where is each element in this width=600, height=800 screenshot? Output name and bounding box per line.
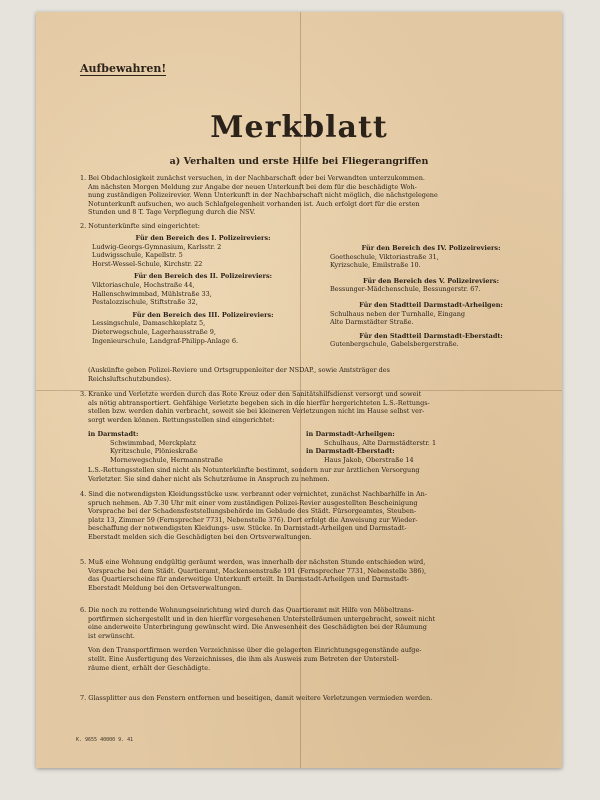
shelter-item: Gutenbergschule, Gabelsbergerstraße. — [330, 340, 459, 349]
section-5-line: Vorsprache bei dem Städt. Quartieramt, Mackensenstraße 191 (Fernsprecher 7731, Nebenstelle 386), — [88, 566, 427, 575]
section-2-note — [88, 366, 533, 383]
section-2-note-line: Reichsluftschutzbundes). — [88, 374, 172, 383]
shelters-left-column — [88, 234, 318, 345]
document-sheet — [36, 12, 562, 768]
section-2-intro — [80, 222, 530, 231]
section-5-line: 5. Muß eine Wohnung endgültig geräumt werden, was innerhalb der nächsten Stunde entschieden wird, — [80, 558, 426, 566]
rescue-group-heading: in Darmstadt-Arheilgen: — [306, 430, 395, 438]
section-3-tail — [88, 466, 533, 483]
shelters-right-column — [326, 244, 536, 349]
rescue-right-column — [306, 430, 536, 464]
shelter-item: Ludwigsschule, Kapellstr. 5 — [92, 251, 183, 260]
section-6-line: stellt. Eine Ausfertigung des Verzeichnisses, die ihm als Ausweis zum Betreten der Unterstell- — [88, 654, 399, 663]
rescue-item: Haus Jakob, Oberstraße 14 — [324, 455, 414, 464]
section-subtitle: a) Verhalten und erste Hilfe bei Fliegerangriffen — [169, 156, 429, 167]
shelter-item: Dieterwegschule, Lagerhausstraße 9, — [92, 327, 216, 336]
keep-notice: Aufbewahren! — [80, 62, 167, 75]
section-1-line: Am nächsten Morgen Meldung zur Angabe der neuen Unterkunft bei dem für die beschädigte Woh- — [88, 182, 417, 191]
section-5-line: das Quartierscheine für anderweitige Unterkunft erteilt. In Darmstadt-Arheilgen und Darmstadt- — [88, 575, 409, 584]
section-3-line: als nötig abtransportiert. Gehfähige Verletzte begeben sich in die hierfür hergerichteten L.S.-Rettungs- — [88, 398, 430, 407]
shelter-item: Bessunger-Mädchenschule, Bessungerstr. 67. — [330, 285, 481, 294]
section-3-line: 3. Kranke und Verletzte werden durch das Rote Kreuz oder den Sanitätshilfsdienst versorgt und soweit — [80, 390, 422, 398]
section-6-line: ist erwünscht. — [88, 631, 135, 640]
shelter-item: Ingenieurschule, Landgraf-Philipp-Anlage 6. — [92, 336, 239, 345]
section-7 — [80, 694, 535, 703]
section-3-tail-line: L.S.-Rettungsstellen sind nicht als Notunterkünfte bestimmt, sondern nur zur ärztlichen Versorgung — [88, 466, 420, 474]
section-4-line: Vorsprache bei der Schadensfeststellungsbehörde im Gebäude des Städt. Fürsorgeamtes, Steuben- — [88, 507, 417, 516]
shelter-group-heading: Für den Bereich des I. Polizeireviers: — [135, 234, 271, 242]
section-2-intro-text: 2. Notunterkünfte sind eingerichtet: — [80, 222, 200, 230]
section-6-line: Von den Transportfirmen werden Verzeichnisse über die gelagerten Einrichtungsgegenstände aufge- — [88, 646, 422, 655]
rescue-group-heading: in Darmstadt: — [88, 430, 139, 438]
section-7-line: 7. Glassplitter aus den Fenstern entfernen und beseitigen, damit weitere Verletzungen vermieden werden. — [80, 694, 433, 702]
section-1-line: Notunterkunft aufsuchen, wo auch Schlafgelegenheit vorhanden ist. Auch erfolgt dort für die ersten — [88, 199, 420, 208]
shelter-item: Ludwig-Georgs-Gymnasium, Karlsstr. 2 — [92, 242, 222, 251]
rescue-item: Schulhaus, Alte Darmstädterstr. 1 — [324, 438, 437, 447]
shelter-group-heading: Für den Bereich des IV. Polizeireviers: — [361, 244, 501, 252]
rescue-item: Kyritzschule, Plönieskraße — [110, 447, 198, 456]
shelter-group-heading: Für den Bereich des III. Polizeireviers: — [132, 310, 274, 319]
page-title: Merkblatt — [210, 110, 388, 145]
shelter-item: Schulhaus neben der Turnhalle, Eingang — [330, 309, 466, 318]
rescue-item: Schwimmbad, Merckplatz — [110, 438, 196, 447]
shelter-item: Horst-Wessel-Schule, Kirchstr. 22 — [92, 259, 203, 268]
section-5 — [80, 558, 535, 592]
shelter-item: Viktoriaschule, Hochstraße 44, — [92, 280, 195, 289]
shelter-group-heading: Für den Bereich des II. Polizeireviers: — [133, 272, 273, 281]
section-4-line: spruch nehmen. Ab 7.30 Uhr mit einer vom zuständigen Polizei-Revier ausgestellten Bescheinigung — [88, 498, 418, 507]
section-6 — [80, 606, 535, 672]
shelter-item: Kyrizschule, Emilstraße 10. — [330, 261, 421, 270]
rescue-item: Mornewegschule, Hermannstraße — [110, 455, 223, 464]
section-1 — [80, 174, 530, 217]
shelter-item: Pestalozzischule, Stiftstraße 32, — [92, 298, 198, 307]
shelter-item: Hallenschwimmbad, Mühlstraße 33, — [92, 289, 212, 298]
shelter-group-heading: Für den Stadtteil Darmstadt-Eberstadt: — [359, 331, 503, 340]
section-3 — [80, 390, 535, 424]
section-4-line: beschaffung der notwendigsten Kleidungs- usw. Stücke. In Darmstadt-Arheilgen und Darmstadt- — [88, 524, 407, 533]
section-2-note-line: (Auskünfte geben Polizei-Reviere und Ortsgruppenleiter der NSDAP., sowie Amtsträger des — [88, 366, 390, 374]
section-4-line: Eberstadt melden sich die Geschädigten bei den Ortsverwaltungen. — [88, 532, 312, 541]
section-3-tail-line: Verletzter. Sie sind daher nicht als Schutzräume in Anspruch zu nehmen. — [88, 474, 330, 483]
section-1-line: Stunden und 8 T. Tage Verpflegung durch die NSV. — [88, 208, 256, 217]
shelter-group-heading: Für den Stadtteil Darmstadt-Arheilgen: — [359, 300, 503, 309]
section-3-line: stellen bzw. werden dahin verbracht, soweit sie bei kleineren Verletzungen nicht im Hause selbst ver- — [88, 407, 425, 416]
section-4 — [80, 490, 535, 542]
section-5-line: Eberstadt Meldung bei den Ortsverwaltungen. — [88, 583, 243, 592]
shelter-item: Goetheschule, Viktoriastraße 31, — [330, 252, 439, 261]
section-3-line: sorgt werden können. Rettungsstellen sind eingerichtet: — [88, 415, 275, 424]
shelter-item: Lessingschule, Damaschkeplatz 5, — [92, 319, 206, 328]
section-4-line: 4. Sind die notwendigsten Kleidungsstücke usw. verbrannt oder vernichtet, zunächst Nachbarhilfe in An- — [80, 490, 428, 498]
rescue-group-heading: in Darmstadt-Eberstadt: — [306, 447, 395, 456]
shelter-group-heading: Für den Bereich des V. Polizeireviers: — [363, 276, 499, 285]
section-1-line: nung zuständigen Polizeirevier. Wenn Unterkunft in der Nachbarschaft nicht möglich, die nächstgelegene — [88, 191, 438, 200]
print-code: K. 9655 40000 9. 41 — [76, 737, 134, 743]
section-6-line: eine anderweite Unterbringung gewünscht wird. Die Anwesenheit des Geschädigten bei der Räumung — [88, 623, 427, 632]
section-4-line: platz 13, Zimmer 59 (Fernsprecher 7731, Nebenstelle 376). Dort erfolgt die Anweisung zur Wieder- — [88, 515, 418, 524]
rescue-left-column — [88, 430, 308, 464]
shelter-item: Alte Darmstädter Straße. — [330, 318, 414, 327]
section-1-line: 1. Bei Obdachlosigkeit zunächst versuchen, in der Nachbarschaft oder bei Verwandten unterzukommen. — [80, 174, 425, 182]
section-6-line: räume dient, erhält der Geschädigte. — [88, 663, 211, 672]
section-6-line: portfirmen sichergestellt und in den hierfür vorgesehenen Unterstellräumen untergebracht, soweit nicht — [88, 614, 436, 623]
section-6-line: 6. Die noch zu rettende Wohnungseinrichtung wird durch das Quartieramt mit Hilfe von Möbeltrans- — [80, 606, 414, 614]
